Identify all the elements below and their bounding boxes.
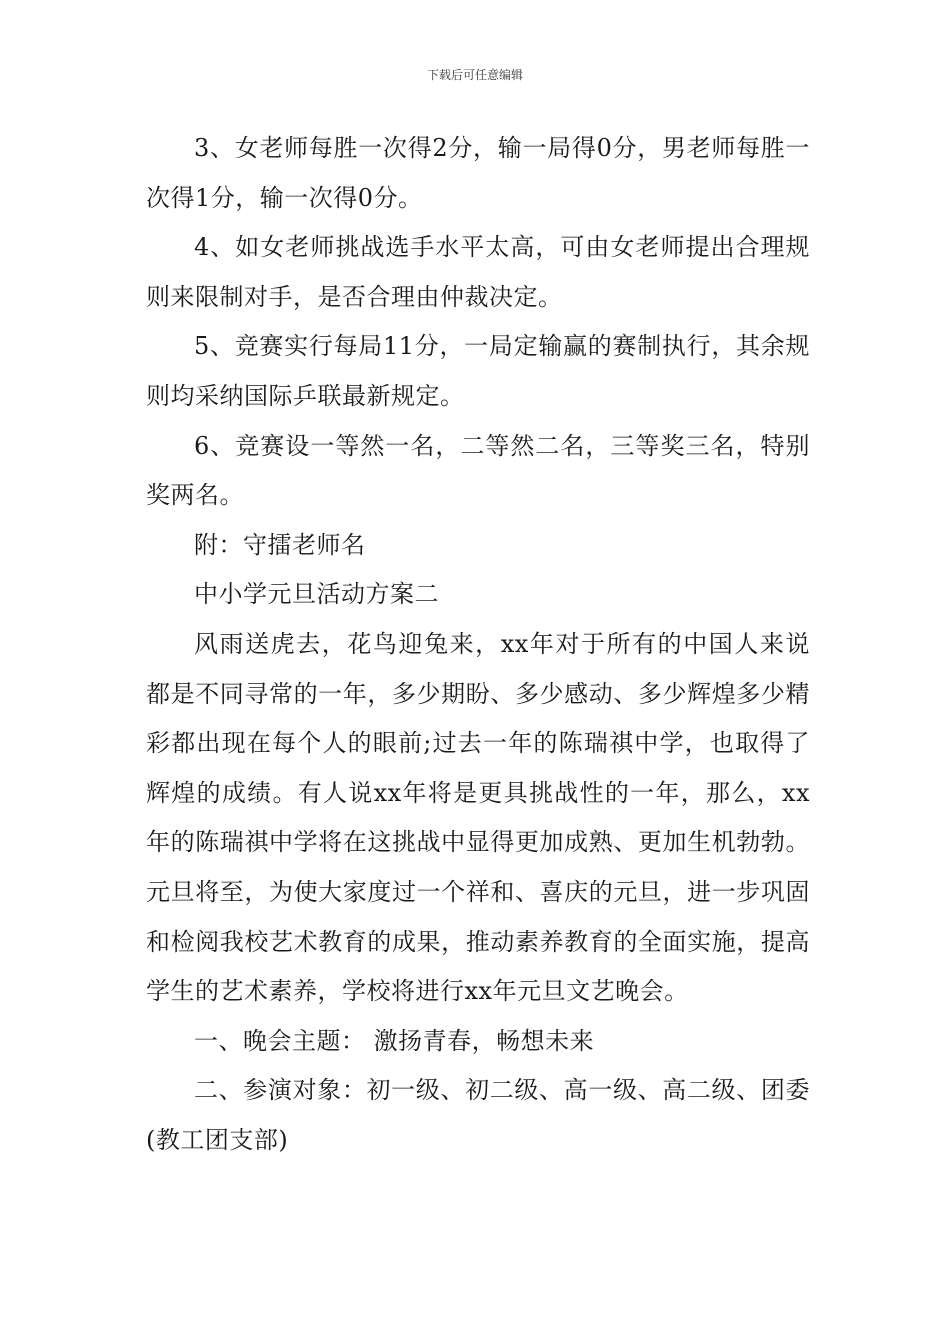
participants-line: 二、参演对象：初一级、初二级、高一级、高二级、团委(教工团支部) [146,1076,810,1154]
appendix-line: 附：守擂老师名 [194,530,366,559]
intro-paragraph: 风雨送虎去，花鸟迎兔来，xx年对于所有的中国人来说都是不同寻常的一年，多少期盼、多少感动、多少辉煌多少精彩都出现在每个人的眼前;过去一年的陈瑞祺中学，也取得了辉煌的成绩。有人说xx年将是更具挑战性的一年，那么，xx年的陈瑞祺中学将在这挑战中显得更加成熟、更加生机勃勃。元旦将至，为使大家度过一个祥和、喜庆的元旦，进一步巩固和检阅我校艺术教育的成果，推动素养教育的全面实施，提高学生的艺术素养，学校将进行xx年元旦文艺晚会。 [146,629,810,1006]
page-header-note: 下载后可任意编辑 [426,68,523,82]
theme-line: 一、晚会主题： 激扬青春，畅想未来 [194,1026,595,1055]
rule-3-paragraph: 3、女老师每胜一次得2分，输一局得0分，男老师每胜一次得1分，输一次得0分。 [146,134,810,212]
document-body [146,124,810,1165]
section-title: 中小学元旦活动方案二 [194,580,439,609]
rule-4-paragraph: 4、如女老师挑战选手水平太高，可由女老师提出合理规则来限制对手，是否合理由仲裁决定。 [146,233,810,311]
rule-6-paragraph: 6、竞赛设一等然一名，二等然二名，三等奖三名，特别奖两名。 [146,431,810,510]
rule-5-paragraph: 5、竞赛实行每局11分，一局定输赢的赛制执行，其余规则均采纳国际乒联最新规定。 [146,332,810,410]
